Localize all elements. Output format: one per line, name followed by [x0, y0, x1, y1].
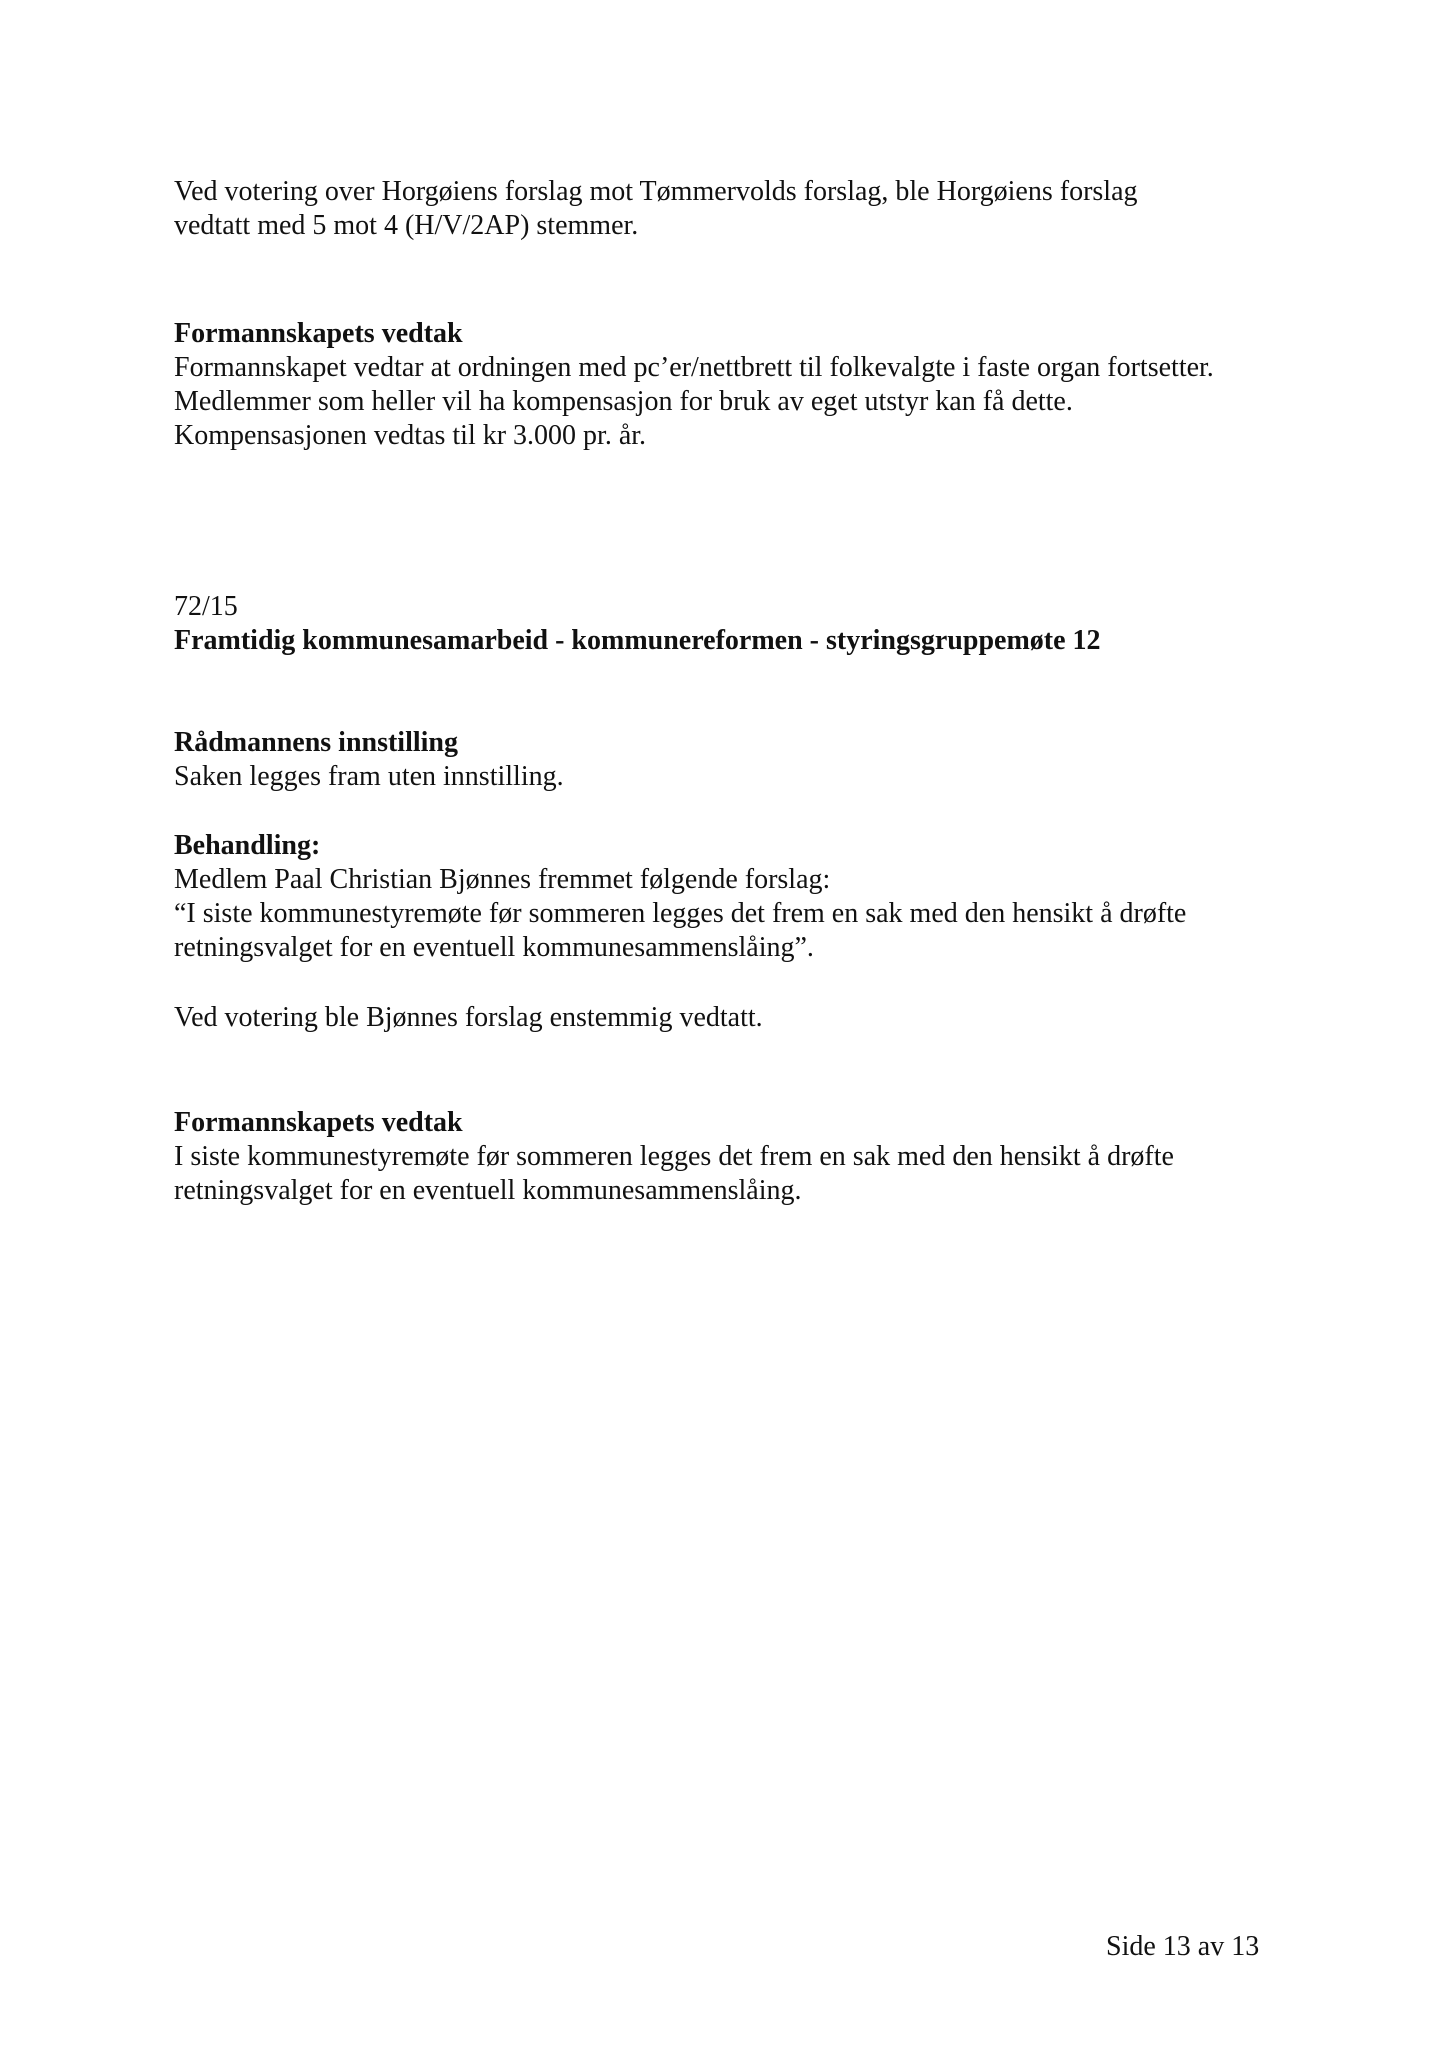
votering-paragraph	[174, 1001, 1314, 1035]
behandling-line: Medlem Paal Christian Bjønnes fremmet følgende forslag:	[174, 864, 831, 895]
vedtak-section-1	[174, 317, 1314, 453]
vedtak-line: I siste kommunestyremøte før sommeren legges det frem en sak med den hensikt å drøfte	[174, 1141, 1174, 1172]
page-number: Side 13 av 13	[1106, 1931, 1260, 1962]
intro-line: vedtatt med 5 mot 4 (H/V/2AP) stemmer.	[174, 210, 639, 241]
vedtak-line: retningsvalget for en eventuell kommunesammenslåing.	[174, 1175, 802, 1206]
behandling-line: “I siste kommunestyremøte før sommeren legges det frem en sak med den hensikt å drøfte	[174, 898, 1187, 929]
vedtak-section-2	[174, 1106, 1314, 1208]
section-heading: Formannskapets vedtak	[174, 318, 463, 349]
behandling-section	[174, 829, 1314, 965]
intro-paragraph	[174, 175, 1314, 243]
vedtak-line: Medlemmer som heller vil ha kompensasjon for bruk av eget utstyr kan få dette.	[174, 386, 1073, 417]
section-heading: Formannskapets vedtak	[174, 1107, 463, 1138]
innstilling-section	[174, 726, 1314, 794]
vedtak-line: Kompensasjonen vedtas til kr 3.000 pr. år.	[174, 420, 647, 451]
behandling-line: retningsvalget for en eventuell kommunesammenslåing”.	[174, 932, 814, 963]
intro-line: Ved votering over Horgøiens forslag mot Tømmervolds forslag, ble Horgøiens forslag	[174, 176, 1138, 207]
section-heading: Rådmannens innstilling	[174, 727, 458, 758]
section-heading: Behandling:	[174, 830, 321, 861]
case-header	[174, 590, 1314, 658]
case-number: 72/15	[174, 591, 238, 622]
votering-text: Ved votering ble Bjønnes forslag enstemmig vedtatt.	[174, 1002, 763, 1033]
case-title: Framtidig kommunesamarbeid - kommunereformen - styringsgruppemøte 12	[174, 625, 1101, 656]
innstilling-text: Saken legges fram uten innstilling.	[174, 761, 564, 792]
vedtak-line: Formannskapet vedtar at ordningen med pc’er/nettbrett til folkevalgte i faste organ fortsetter.	[174, 352, 1214, 383]
